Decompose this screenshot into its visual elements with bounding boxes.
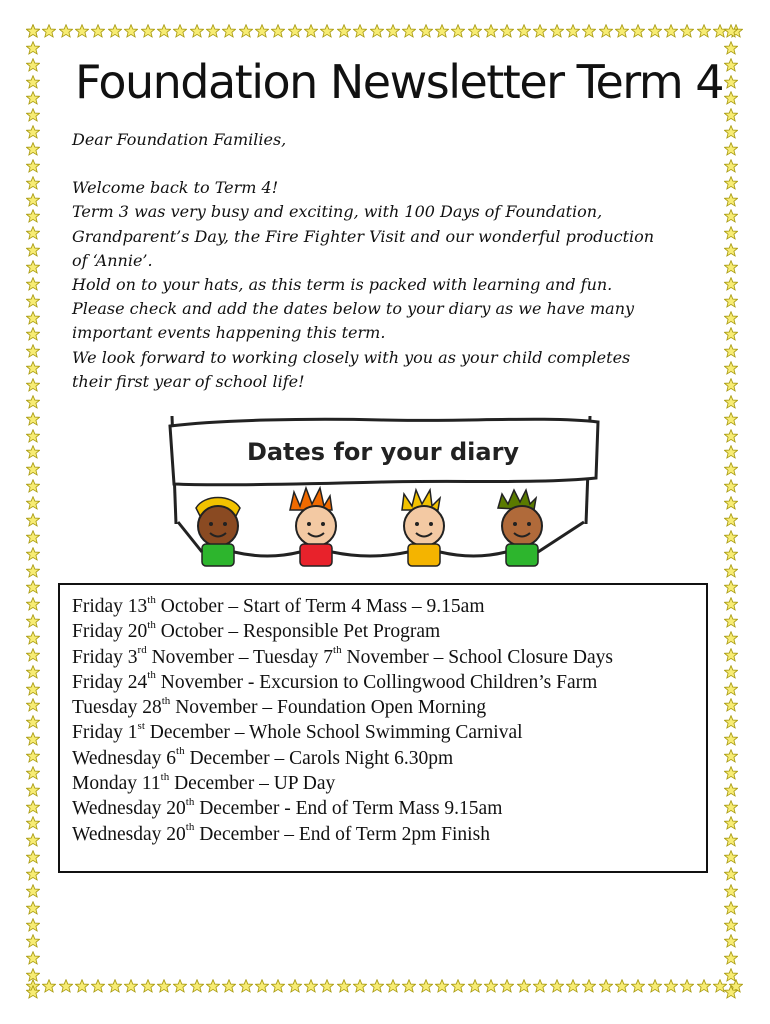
star-icon [370, 979, 384, 993]
star-icon [173, 979, 187, 993]
star-icon [26, 429, 40, 443]
star-icon [26, 311, 40, 325]
star-icon [724, 530, 738, 544]
star-icon [724, 800, 738, 814]
dates-banner-illustration [158, 404, 608, 574]
star-icon [724, 327, 738, 341]
star-icon [724, 361, 738, 375]
star-icon [724, 142, 738, 156]
date-item: Wednesday 6th December – Carols Night 6.30pm [72, 745, 454, 769]
star-icon [26, 412, 40, 426]
star-icon [724, 884, 738, 898]
star-icon [724, 850, 738, 864]
star-icon [26, 209, 40, 223]
star-icon [26, 783, 40, 797]
letter-line: of ‘Annie’. [72, 250, 153, 270]
date-item: Wednesday 20th December – End of Term 2pm Finish [72, 821, 490, 845]
star-icon [26, 58, 40, 72]
star-icon [724, 108, 738, 122]
star-icon [697, 24, 711, 38]
date-item: Friday 3rd November – Tuesday 7th November – School Closure Days [72, 644, 613, 668]
star-icon [239, 979, 253, 993]
star-border-left [26, 24, 46, 999]
star-icon [724, 277, 738, 291]
star-icon [468, 24, 482, 38]
page-title: Foundation Newsletter Term 4 [75, 55, 724, 109]
star-icon [26, 294, 40, 308]
star-icon [26, 75, 40, 89]
star-icon [724, 311, 738, 325]
star-border-bottom [26, 979, 744, 999]
star-icon [190, 979, 204, 993]
star-icon [26, 361, 40, 375]
star-icon [419, 979, 433, 993]
star-icon [26, 715, 40, 729]
star-icon [724, 698, 738, 712]
star-icon [26, 479, 40, 493]
star-icon [402, 24, 416, 38]
letter-line: Welcome back to Term 4! [72, 178, 279, 198]
star-icon [108, 24, 122, 38]
paragraph-gap [72, 152, 712, 176]
star-icon [26, 833, 40, 847]
star-icon [724, 260, 738, 274]
star-icon [599, 979, 613, 993]
star-icon [222, 979, 236, 993]
star-icon [288, 24, 302, 38]
star-icon [26, 395, 40, 409]
star-icon [26, 850, 40, 864]
star-icon [724, 783, 738, 797]
star-icon [337, 24, 351, 38]
star-icon [724, 479, 738, 493]
date-item: Friday 20th October – Responsible Pet Program [72, 618, 441, 643]
star-icon [724, 91, 738, 105]
star-icon [533, 24, 547, 38]
star-icon [26, 142, 40, 156]
star-border-right [724, 24, 744, 999]
letter-body [72, 128, 712, 394]
star-icon [26, 277, 40, 291]
date-item: Friday 13th October – Start of Term 4 Mass – 9.15am [72, 593, 485, 617]
star-icon [26, 749, 40, 763]
star-icon [724, 564, 738, 578]
star-icon [550, 979, 564, 993]
star-icon [320, 979, 334, 993]
star-icon [59, 24, 73, 38]
star-icon [550, 24, 564, 38]
star-icon [26, 867, 40, 881]
star-icon [26, 732, 40, 746]
star-icon [724, 496, 738, 510]
star-icon [26, 597, 40, 611]
star-icon [386, 24, 400, 38]
star-icon [26, 648, 40, 662]
star-icon [108, 979, 122, 993]
star-icon [724, 547, 738, 561]
star-icon [724, 75, 738, 89]
star-icon [724, 193, 738, 207]
star-icon [26, 108, 40, 122]
star-icon [615, 979, 629, 993]
child-figure [498, 490, 542, 566]
star-icon [206, 979, 220, 993]
star-icon [91, 24, 105, 38]
letter-greeting: Dear Foundation Families, [72, 130, 287, 149]
star-icon [271, 979, 285, 993]
star-icon [724, 968, 738, 982]
star-icon [484, 24, 498, 38]
star-icon [26, 934, 40, 948]
star-icon [724, 648, 738, 662]
star-border-top [26, 24, 744, 44]
star-icon [724, 344, 738, 358]
star-icon [631, 979, 645, 993]
star-icon [190, 24, 204, 38]
star-icon [26, 462, 40, 476]
star-icon [724, 816, 738, 830]
star-icon [271, 24, 285, 38]
star-icon [26, 41, 40, 55]
star-icon [500, 24, 514, 38]
star-icon [517, 979, 531, 993]
star-icon [353, 24, 367, 38]
star-icon [141, 979, 155, 993]
star-icon [26, 816, 40, 830]
star-icon [500, 979, 514, 993]
letter-line: important events happening this term. [72, 323, 386, 343]
star-icon [533, 979, 547, 993]
star-icon [724, 445, 738, 459]
star-icon [724, 682, 738, 696]
star-icon [255, 24, 269, 38]
star-icon [680, 24, 694, 38]
star-icon [615, 24, 629, 38]
star-icon [582, 24, 596, 38]
date-item: Monday 11th December – UP Day [72, 770, 336, 795]
star-icon [26, 665, 40, 679]
star-icon [566, 24, 580, 38]
star-icon [724, 985, 738, 999]
star-icon [724, 715, 738, 729]
star-icon [26, 344, 40, 358]
star-icon [353, 979, 367, 993]
star-icon [724, 58, 738, 72]
star-icon [724, 226, 738, 240]
star-icon [435, 979, 449, 993]
child-figure [402, 490, 444, 566]
star-icon [26, 968, 40, 982]
star-icon [26, 766, 40, 780]
star-icon [26, 530, 40, 544]
star-icon [724, 665, 738, 679]
star-icon [484, 979, 498, 993]
star-icon [370, 24, 384, 38]
letter-line: Please check and add the dates below to your diary as we have many [72, 299, 635, 319]
star-icon [724, 732, 738, 746]
star-icon [26, 159, 40, 173]
star-icon [304, 979, 318, 993]
star-icon [724, 934, 738, 948]
star-icon [599, 24, 613, 38]
star-icon [386, 979, 400, 993]
star-icon [26, 327, 40, 341]
star-icon [648, 979, 662, 993]
star-icon [173, 24, 187, 38]
star-icon [26, 260, 40, 274]
star-icon [402, 979, 416, 993]
dates-list [72, 594, 702, 847]
star-icon [724, 614, 738, 628]
banner-text: Dates for your diary [246, 438, 520, 466]
date-item: Friday 1st December – Whole School Swimming Carnival [72, 719, 523, 744]
star-icon [124, 24, 138, 38]
star-icon [157, 24, 171, 38]
star-icon [91, 979, 105, 993]
star-icon [26, 901, 40, 915]
star-icon [724, 159, 738, 173]
star-icon [206, 24, 220, 38]
star-icon [337, 979, 351, 993]
star-icon [724, 833, 738, 847]
star-icon [26, 496, 40, 510]
star-icon [26, 631, 40, 645]
star-icon [724, 867, 738, 881]
child-figure [290, 488, 336, 566]
star-icon [724, 749, 738, 763]
star-icon [288, 979, 302, 993]
star-icon [75, 24, 89, 38]
letter-line: Grandparent’s Day, the Fire Fighter Visit and our wonderful production [72, 226, 655, 246]
star-icon [724, 176, 738, 190]
star-icon [26, 547, 40, 561]
star-icon [255, 979, 269, 993]
star-icon [26, 800, 40, 814]
letter-line: their first year of school life! [72, 371, 305, 391]
star-icon [26, 614, 40, 628]
star-icon [75, 979, 89, 993]
letter-line: Term 3 was very busy and exciting, with 100 Days of Foundation, [72, 202, 603, 222]
star-icon [26, 564, 40, 578]
star-icon [680, 979, 694, 993]
star-icon [724, 462, 738, 476]
star-icon [320, 24, 334, 38]
star-icon [724, 412, 738, 426]
star-icon [724, 209, 738, 223]
star-icon [724, 125, 738, 139]
star-icon [26, 378, 40, 392]
star-icon [724, 901, 738, 915]
letter-line: Hold on to your hats, as this term is packed with learning and fun. [72, 275, 613, 295]
star-icon [468, 979, 482, 993]
star-icon [697, 979, 711, 993]
star-icon [724, 766, 738, 780]
star-icon [724, 513, 738, 527]
star-icon [26, 193, 40, 207]
star-icon [26, 682, 40, 696]
star-icon [724, 429, 738, 443]
star-icon [435, 24, 449, 38]
star-icon [724, 243, 738, 257]
child-figure [196, 498, 240, 567]
date-item: Tuesday 28th November – Foundation Open Morning [72, 694, 487, 719]
star-icon [26, 513, 40, 527]
star-icon [141, 24, 155, 38]
star-icon [26, 445, 40, 459]
star-icon [26, 24, 40, 38]
star-icon [724, 395, 738, 409]
star-icon [648, 24, 662, 38]
star-icon [26, 243, 40, 257]
star-icon [26, 985, 40, 999]
star-icon [124, 979, 138, 993]
star-icon [724, 597, 738, 611]
star-icon [26, 951, 40, 965]
star-icon [566, 979, 580, 993]
star-icon [724, 378, 738, 392]
star-icon [222, 24, 236, 38]
star-icon [26, 884, 40, 898]
star-icon [419, 24, 433, 38]
star-icon [59, 979, 73, 993]
star-icon [26, 125, 40, 139]
star-icon [724, 580, 738, 594]
star-icon [724, 631, 738, 645]
star-icon [724, 918, 738, 932]
star-icon [724, 24, 738, 38]
star-icon [26, 580, 40, 594]
letter-line: We look forward to working closely with you as your child completes [72, 347, 631, 367]
star-icon [157, 979, 171, 993]
star-icon [26, 226, 40, 240]
star-icon [26, 91, 40, 105]
star-icon [26, 698, 40, 712]
star-icon [26, 918, 40, 932]
star-icon [239, 24, 253, 38]
star-icon [517, 24, 531, 38]
star-icon [451, 979, 465, 993]
star-icon [724, 41, 738, 55]
star-icon [664, 979, 678, 993]
date-item: Wednesday 20th December - End of Term Mass 9.15am [72, 795, 503, 820]
star-icon [26, 176, 40, 190]
star-icon [724, 294, 738, 308]
star-icon [582, 979, 596, 993]
star-icon [304, 24, 318, 38]
star-icon [664, 24, 678, 38]
star-icon [724, 951, 738, 965]
date-item: Friday 24th November - Excursion to Collingwood Children’s Farm [72, 669, 598, 693]
star-icon [451, 24, 465, 38]
star-icon [631, 24, 645, 38]
